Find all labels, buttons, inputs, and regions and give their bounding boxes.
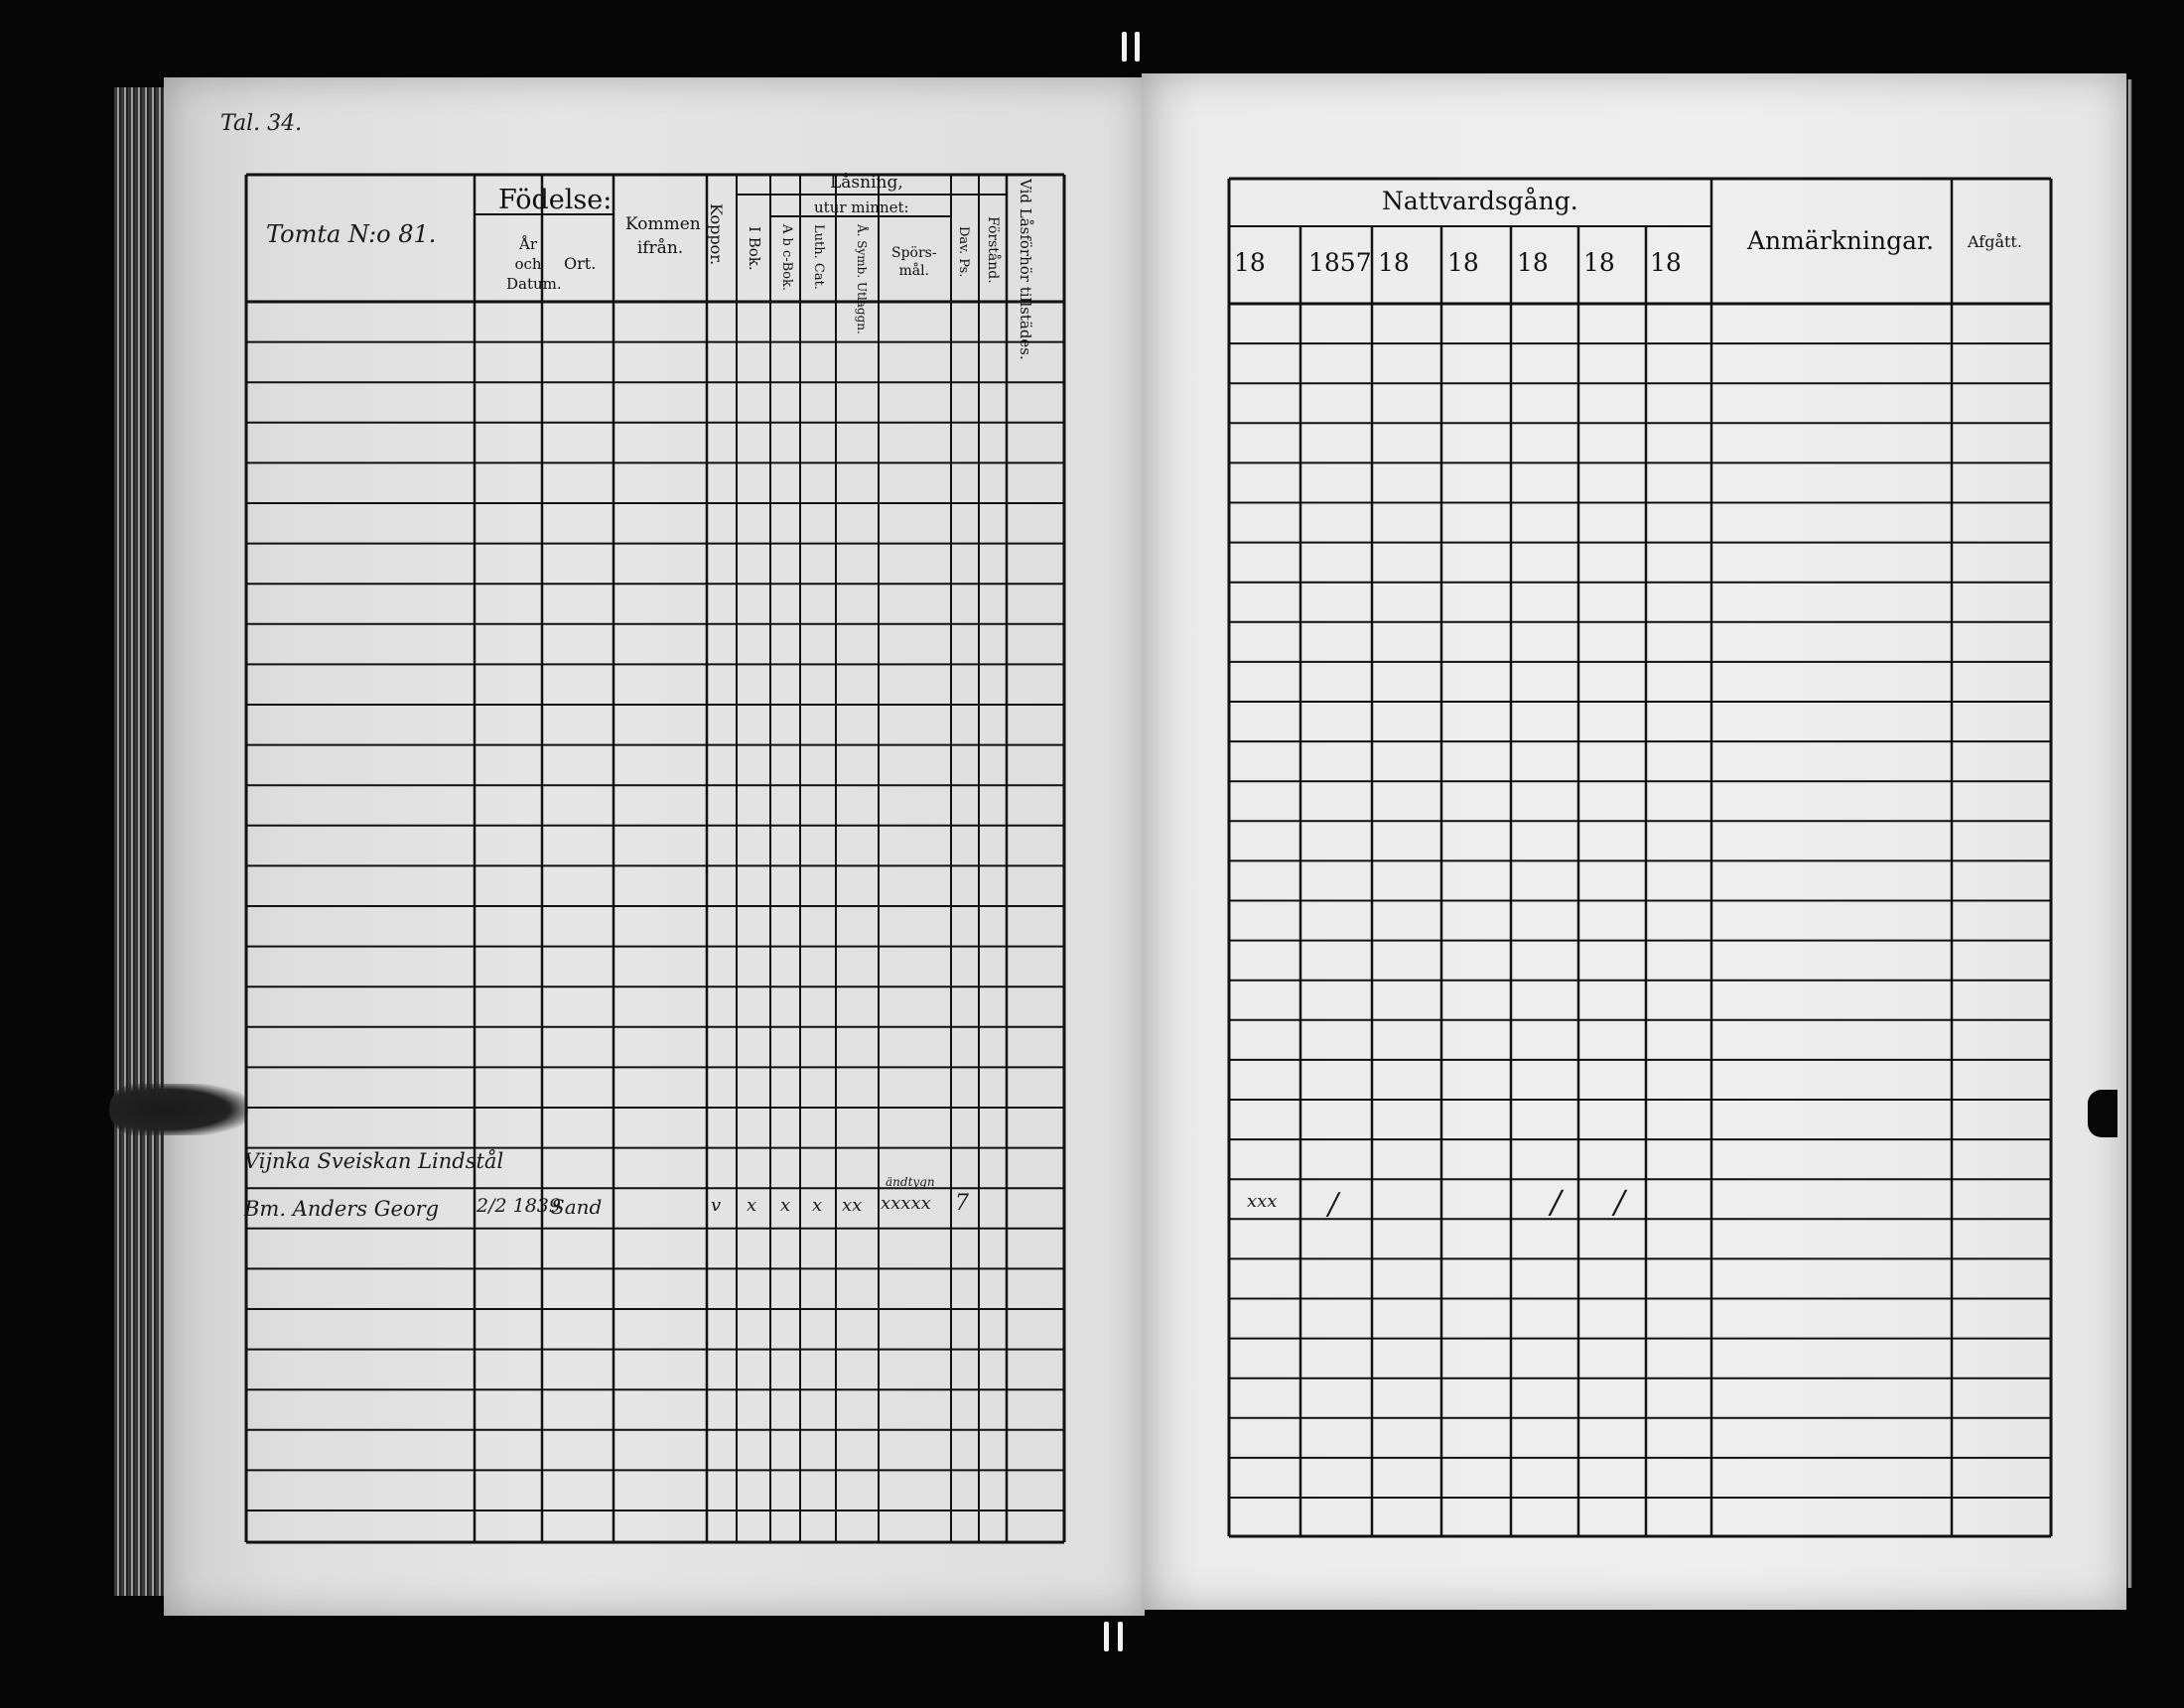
header-dav-ps: Dav. Ps. — [956, 226, 971, 278]
entry-mark-symb: xx — [842, 1195, 863, 1216]
entry-nattvard-col1: xxx — [1247, 1191, 1278, 1212]
entry-mark-luth-cat: x — [812, 1195, 823, 1216]
entry-sporsmal-marks: xxxxx — [881, 1193, 931, 1214]
entry-name-line1: Vijnka Sveiskan Lindstål — [244, 1149, 504, 1173]
entry-nattvard-col5: / — [1551, 1183, 1562, 1221]
entry-dav-ps-mark: 7 — [955, 1191, 969, 1216]
year-header-1: 18 — [1234, 248, 1266, 277]
header-afgatt: Afgått. — [1968, 232, 2022, 251]
header-forstand: Förstånd. — [985, 216, 1001, 284]
entry-name-line2: Bm. Anders Georg — [244, 1197, 440, 1221]
year-header-3: 18 — [1378, 248, 1410, 277]
header-fodelse: Födelse: — [498, 185, 613, 215]
header-anmarkningar: Anmärkningar. — [1747, 226, 1935, 255]
corner-note: Tal. 34. — [220, 111, 303, 136]
header-utur-minnet: utur minnet: — [814, 198, 909, 216]
header-vid-lasforhor: Vid Låsförhör tillstädes. — [1017, 179, 1034, 360]
year-header-2: 1857 — [1308, 248, 1372, 277]
entry-birth-date: 2/2 1839 — [477, 1195, 561, 1217]
entry-header-handwritten: Tomta N:o 81. — [266, 220, 437, 248]
header-luth-cat: Luth. Cat. — [811, 224, 826, 290]
header-ort: Ort. — [564, 254, 597, 273]
header-abc-bok: A b c-Bok. — [779, 224, 794, 292]
year-header-7: 18 — [1650, 248, 1682, 277]
header-ar-och-datum: År och Datum. — [506, 235, 562, 293]
header-kommen-ifran: Kommen ifrån. — [625, 214, 701, 258]
entry-birth-place: Sand — [551, 1195, 603, 1219]
entry-nattvard-col2: / — [1328, 1187, 1339, 1222]
year-header-5: 18 — [1517, 248, 1549, 277]
header-nattvardsgang: Nattvardsgång. — [1382, 187, 1578, 215]
entry-nattvard-col6: / — [1614, 1183, 1625, 1221]
entry-mark-koppor: v — [711, 1195, 722, 1216]
header-symb-utlaggn: Å. Symb. Utlaggn. — [855, 224, 869, 334]
header-sporsmal: Spörs- mål. — [891, 245, 937, 279]
header-i-bok: I Bok. — [746, 226, 763, 271]
header-koppor: Koppor. — [707, 203, 726, 266]
entry-sporsmal-note: ändtygn — [886, 1175, 935, 1189]
entry-mark-abc-bok: x — [780, 1195, 791, 1216]
year-header-4: 18 — [1447, 248, 1479, 277]
year-header-6: 18 — [1583, 248, 1615, 277]
entry-mark-i-bok: x — [747, 1195, 757, 1216]
header-lasning: Låsning, — [830, 173, 903, 193]
